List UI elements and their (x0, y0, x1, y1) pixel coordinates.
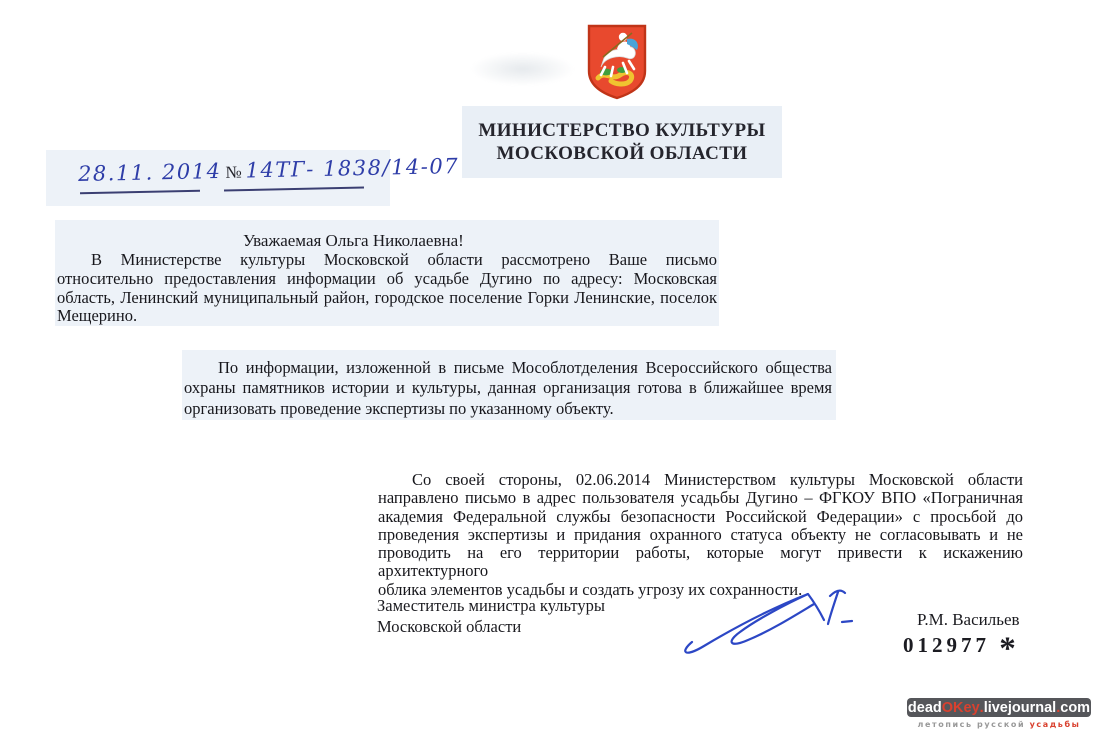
watermark-dead: dead (907, 699, 942, 716)
signature-stroke-icon (678, 586, 858, 654)
watermark-okey: OKey (941, 699, 980, 716)
paragraph-line: организовать проведение экспертизы по указанному объекту. (184, 398, 614, 418)
watermark-caption-red: усадьбы (1029, 720, 1081, 729)
watermark-dot-1: . (979, 699, 984, 716)
paragraph-3 (378, 471, 1023, 599)
stamp-number-digits: 012977 (903, 633, 990, 657)
greeting: Уважаемая Ольга Николаевна! (243, 231, 464, 250)
moscow-region-coat-of-arms (585, 23, 649, 101)
signer-position-line-2: Московской области (377, 616, 522, 636)
handwritten-date: 28.11. 2014 (77, 158, 222, 186)
scan-bleed-smudge (470, 52, 575, 86)
paragraph-line: проведения экспертизы и придания охранного статуса объекту не согласовывать и не (378, 524, 1023, 544)
org-name-line-2: МОСКОВСКОЙ ОБЛАСТИ (496, 143, 748, 164)
watermark-livejournal: livejournal (983, 699, 1057, 716)
watermark-badge (907, 698, 1091, 717)
paragraph-line: направлено письмо в адрес пользователя усадьбы Дугино – ФГКОУ ВПО «Пограничная (378, 488, 1023, 508)
signer-name: Р.М. Васильев (917, 610, 1020, 629)
paragraph-line: В Министерстве культуры Московской области рассмотрено Ваше письмо (91, 250, 717, 269)
org-name-line-1: МИНИСТЕРСТВО КУЛЬТУРЫ (478, 120, 766, 141)
paragraph-1 (57, 251, 717, 326)
watermark-caption (907, 720, 1091, 729)
signer-position-line-1: Заместитель министра культуры (377, 596, 605, 615)
watermark-caption-gray: летопись русской (917, 720, 1030, 729)
paragraph-line: область, Ленинский муниципальный район, городское поселение Горки Ленинские, поселок (57, 287, 717, 307)
paragraph-2 (184, 358, 832, 419)
paragraph-line: проводить на его территории работы, которые могут привести к искажению архитектурного (378, 543, 1023, 581)
watermark-dot-2: . (1056, 699, 1061, 716)
stamp-number (903, 631, 1016, 667)
letterhead-org-name (462, 119, 782, 165)
signer-position (377, 596, 605, 637)
coat-of-arms-icon (585, 23, 649, 101)
paragraph-line: Мещерино. (57, 306, 138, 326)
paragraph-line: относительно предоставления информации об усадьбе Дугино по адресу: Московская (57, 268, 717, 288)
handwritten-signature (678, 586, 858, 654)
number-sign: № (225, 162, 242, 182)
paragraph-line: облика элементов усадьбы и создать угрозу их сохранности. (378, 579, 803, 599)
stamp-asterisk-icon: * (999, 631, 1016, 667)
watermark-com: com (1060, 699, 1091, 716)
paragraph-line: Со своей стороны, 02.06.2014 Министерством культуры Московской области (412, 470, 1023, 489)
paragraph-line: По информации, изложенной в письме Мособлотделения Всероссийского общества (218, 358, 832, 377)
paragraph-line: охраны памятников истории и культуры, данная организация готова в ближайшее время (184, 378, 832, 398)
paragraph-line: академия Федеральной службы безопасности Российской Федерации» с просьбой до (378, 506, 1023, 526)
handwritten-number: 14ТГ- 1838/14-07 (245, 154, 460, 183)
